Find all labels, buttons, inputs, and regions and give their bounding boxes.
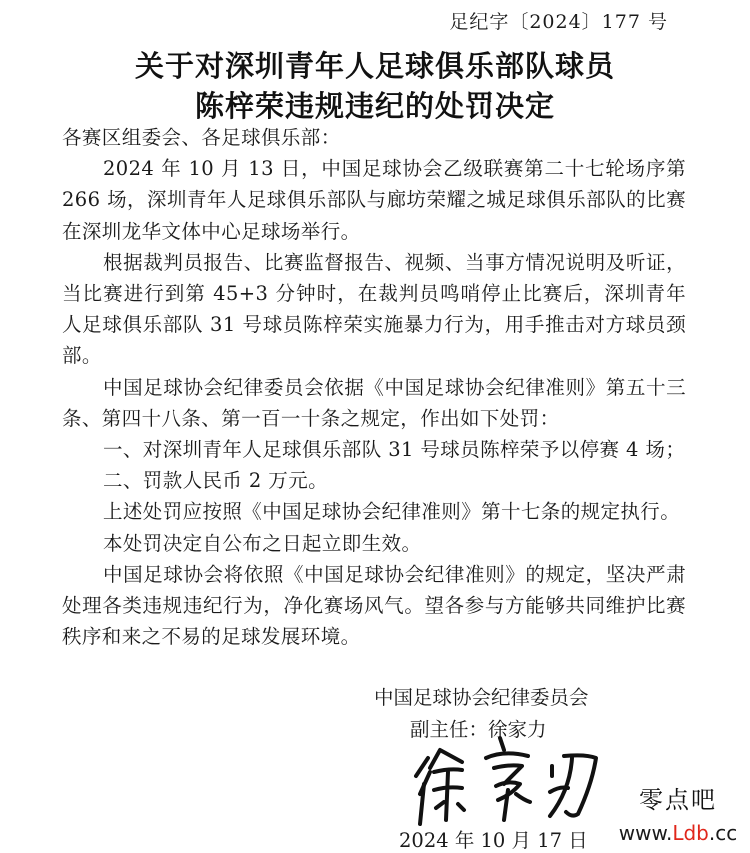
penalty-item-2: 二、罚款人民币 2 万元。 [103, 469, 329, 493]
watermark-url [618, 821, 738, 845]
document-date: 2024 年 10 月 17 日 [399, 829, 588, 852]
watermark [618, 780, 738, 845]
watermark-url-suffix: .cc [708, 821, 738, 845]
document-body [62, 122, 686, 652]
salutation: 各赛区组委会、各足球俱乐部： [62, 126, 341, 149]
title-line-1: 关于对深圳青年人足球俱乐部队球员 [134, 49, 615, 83]
watermark-url-brand: Ldb [672, 821, 709, 845]
paragraph-basis: 中国足球协会纪律委员会依据《中国足球协会纪律准则》第五十三条、第四十八条、第一百一十条之规定，作出如下处罚： [62, 375, 686, 430]
watermark-text: 零点吧 [639, 786, 717, 814]
document-number: 足纪字〔2024〕177 号 [449, 11, 668, 33]
paragraph-match-info: 2024 年 10 月 13 日，中国足球协会乙级联赛第二十七轮场序第 266 场，深圳青年人足球俱乐部队与廊坊荣耀之城足球俱乐部队的比赛在深圳龙华文体中心足球场举行。 [62, 157, 686, 243]
penalty-item-1: 一、对深圳青年人足球俱乐部队 31 号球员陈梓荣予以停赛 4 场； [103, 438, 686, 462]
handwritten-signature [400, 728, 610, 828]
signature-organization: 中国足球协会纪律委员会 [374, 686, 589, 709]
paragraph-effective: 本处罚决定自公布之日起立即生效。 [103, 531, 422, 555]
paragraph-incident: 根据裁判员报告、比赛监督报告、视频、当事方情况说明及听证，当比赛进行到第 45+3 分钟时，在裁判员鸣哨停止比赛后，深圳青年人足球俱乐部队 31 号球员陈梓荣实施暴力行为，用手推击对方球员颈部。 [62, 250, 686, 368]
paragraph-closing: 中国足球协会将依照《中国足球协会纪律准则》的规定，坚决严肃处理各类违规违纪行为，净化赛场风气。望各参与方能够共同维护比赛秩序和来之不易的足球发展环境。 [62, 562, 686, 649]
signature-vice-director: 副主任：徐家力 [410, 718, 547, 741]
watermark-url-prefix: www. [618, 821, 673, 845]
title-line-2: 陈梓荣违规违纪的处罚决定 [194, 89, 555, 123]
paragraph-execution: 上述处罚应按照《中国足球协会纪律准则》第十七条的规定执行。 [103, 500, 681, 524]
